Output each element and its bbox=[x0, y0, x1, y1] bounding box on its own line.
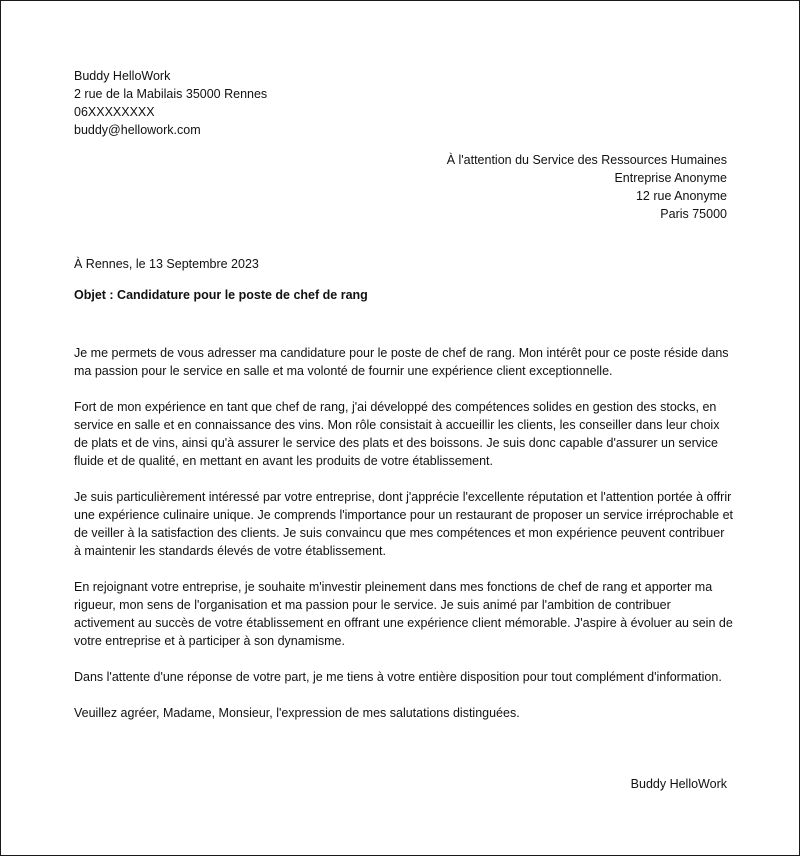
sender-phone: 06XXXXXXXX bbox=[74, 105, 155, 119]
signature: Buddy HelloWork bbox=[630, 777, 727, 791]
sender-address: 2 rue de la Mabilais 35000 Rennes bbox=[74, 87, 268, 101]
body-paragraph: Dans l'attente d'une réponse de votre part, je me tiens à votre entière disposition pour tout complément d'information. bbox=[74, 670, 722, 684]
recipient-block bbox=[447, 151, 727, 223]
body-paragraph: En rejoignant votre entreprise, je souhaite m'investir pleinement dans mes fonctions de chef de rang et apporter ma rigueur, mon sens de l'organisation et ma passion pour le service. Je suis animé par l'ambition de contribuer activement au succès de votre établissement en offrant une expérience client mémorable. J'aspire à évoluer au sein de votre entreprise et à participer à son dynamisme. bbox=[74, 580, 733, 648]
body-paragraph: Veuillez agréer, Madame, Monsieur, l'expression de mes salutations distinguées. bbox=[74, 706, 520, 720]
recipient-street: 12 rue Anonyme bbox=[635, 189, 727, 203]
sender-name: Buddy HelloWork bbox=[74, 69, 171, 83]
sender-block bbox=[74, 67, 267, 139]
recipient-company: Entreprise Anonyme bbox=[614, 171, 727, 185]
recipient-city: Paris 75000 bbox=[660, 207, 727, 221]
sender-email: buddy@hellowork.com bbox=[74, 123, 201, 137]
body-paragraph: Je me permets de vous adresser ma candidature pour le poste de chef de rang. Mon intérêt pour ce poste réside dans ma passion pour le service en salle et ma volonté de fournir une expérience client exceptionnelle. bbox=[74, 346, 729, 378]
body-paragraph: Fort de mon expérience en tant que chef de rang, j'ai développé des compétences solides en gestion des stocks, en service en salle et en connaissance des vins. Mon rôle consistait à accueillir les clients, les conseiller dans leur choix de plats et de vins, ainsi qu'à assurer le service des plats et des boissons. Je suis donc capable d'assurer un service fluide et de qualité, en mettant en avant les produits de votre établissement. bbox=[74, 400, 720, 468]
body-paragraph: Je suis particulièrement intéressé par votre entreprise, dont j'apprécie l'excellente réputation et l'attention portée à offrir une expérience culinaire unique. Je comprends l'importance pour un restaurant de proposer un service irréprochable et de veiller à la satisfaction des clients. Je suis convaincu que mes compétences et mon expérience peuvent contribuer à maintenir les standards élevés de votre établissement. bbox=[74, 490, 734, 558]
recipient-attention: À l'attention du Service des Ressources Humaines bbox=[446, 153, 727, 167]
date-line: À Rennes, le 13 Septembre 2023 bbox=[74, 257, 259, 271]
subject-line: Objet : Candidature pour le poste de chef de rang bbox=[74, 288, 368, 302]
letter-body bbox=[74, 344, 734, 740]
